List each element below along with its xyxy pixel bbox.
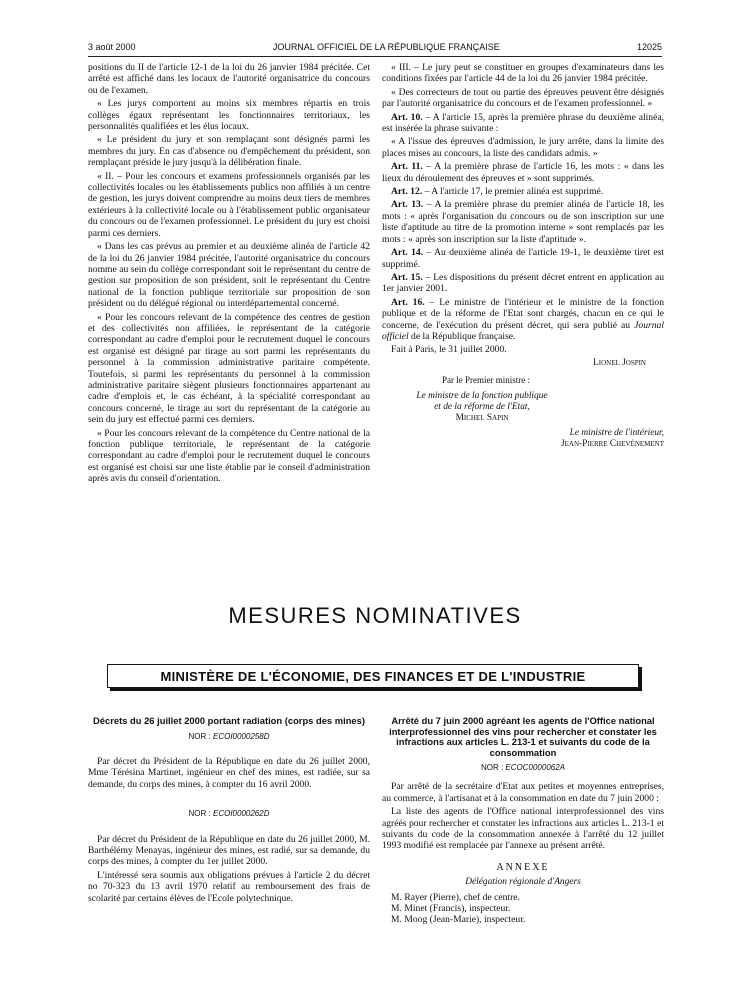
article-text: – Le ministre de l'intérieur et le ministre de la fonction publique et de la réforme de l'Etat sont chargés, chacun en ce qui le concerne, de l'exécution du présent décret, qui sera publié au (382, 296, 664, 331)
right-column (382, 62, 664, 450)
paragraph: « II. – Pour les concours et examens professionnels organisés par les collectivités locales ou les établissements publics non affiliés à un centre de gestion, les jurys doivent comprendre au moins deux tiers de membres extérieurs à la collectivité locale ou à l'établissement public organisateur du concours ou de l'examen professionnel. Le président du jury est choisi parmi ces derniers. (88, 170, 370, 239)
nor-label: NOR : (188, 809, 213, 819)
minister-title: et de la réforme de l'Etat, (434, 401, 530, 412)
paragraph: « Des correcteurs de tout ou partie des épreuves peuvent être désignés par l'autorité organisatrice du concours et de l'examen professionnel. » (382, 86, 664, 110)
paragraph: « Le président du jury et son remplaçant sont désignés parmi les membres du jury. En cas d'absence ou d'empêchement du président, son remplaçant préside le jury jusqu'à la délibération finale. (88, 134, 370, 169)
arrete-title: Arrêté du 7 juin 2000 agréant les agents de l'Office national interprofessionnel des vins pour rechercher et constater les infractions aux articles L. 213-1 et suivants du code de la consommation (389, 715, 657, 758)
decree-title: Décrets du 26 juillet 2000 portant radiation (corps des mines) (93, 715, 365, 726)
ministry-banner: MINISTÈRE DE L'ÉCONOMIE, DES FINANCES ET DE L'INDUSTRIE (107, 664, 639, 688)
section-title: MESURES NOMINATIVES (228, 603, 522, 628)
journal-officiel-italic: Journal officiel (382, 319, 664, 342)
nor-label: NOR : (188, 731, 213, 741)
signature-interieur (382, 428, 664, 450)
article-label: Art. 14. (391, 247, 424, 259)
minister-title: Le ministre de la fonction publique (416, 390, 548, 401)
nor-reference (382, 762, 664, 773)
header-page-number: 12025 (636, 42, 662, 52)
paragraph: La liste des agents de l'Office national interprofessionnel des vins agréés pour rechercher et constater les infractions aux articles L. 213-1 et suivants du code de la consommation annexée à l'arrêté du 12 juillet 1993 modifié est remplacée par l'annexe au présent arrêté. (382, 806, 664, 852)
article-text: – A la première phrase du premier alinéa de l'article 18, les mots : « après l'organisation du concours ou de son inscription sur une liste d'aptitude au titre de la promotion interne » sont remplacés par les mots : « après son inscription sur la liste d'aptitude ». (382, 199, 665, 245)
article-text: – Au deuxième alinéa de l'article 19-1, le deuxième tiret est supprimé. (382, 247, 665, 270)
paragraph: L'intéressé sera soumis aux obligations prévues à l'article 2 du décret no 70-323 du 13 avril 1970 relatif au remboursement des frais de scolarité par certains élèves de l'Ecole polytechnique. (88, 869, 370, 904)
header-rule (88, 56, 662, 57)
article-text: – A l'article 15, après la première phrase du deuxième alinéa, est insérée la phrase suivante : (382, 111, 664, 135)
minister-name: Jean-Pierre Chevènement (560, 438, 664, 449)
paragraph: positions du II de l'article 12-1 de la loi du 26 janvier 1984 précitée. Cet arrêté est affiché dans les locaux de l'autorité organisatrice du concours ou de l'examen. (88, 62, 370, 96)
paragraph: « Pour les concours relevant de la compétence du Centre national de la fonction publique territoriale, le représentant de la catégorie correspondant au cadre d'emploi pour le recrutement duquel le concours est organisé est choisi sur une liste établie par le conseil d'administration après avis du conseil d'orientation. (88, 427, 370, 485)
paragraph: Par décret du Président de la République en date du 26 juillet 2000, M. Barthélémy Menayas, ingénieur des mines, est radié, sur sa demande, du corps des mines, à compter du 1er juillet 2000. (88, 833, 370, 868)
list-item: M. Moog (Jean-Marie), inspecteur. (391, 914, 526, 926)
nor-code: ECOI0000258D (212, 731, 270, 741)
article-text: – A l'article 17, le premier alinéa est supprimé. (422, 186, 604, 198)
par-le-premier-ministre: Par le Premier ministre : (442, 375, 530, 386)
paragraph: Par arrêté de la secrétaire d'Etat aux petites et moyennes entreprises, au commerce, à l'artisanat et à la consommation en date du 7 juin 2000 : (382, 781, 664, 804)
nor-code: ECOC0000062A (505, 763, 566, 772)
article-10 (382, 112, 664, 135)
nor-reference (88, 731, 370, 742)
page-header (88, 40, 662, 54)
article-14 (382, 247, 664, 270)
nor-reference (88, 808, 370, 819)
article-label: Art. 11. (391, 161, 423, 173)
paragraph: « Les jurys comportent au moins six membres répartis en trois collèges égaux représentant les fonctionnaires territoriaux, les personnalités qualifiées et les élus locaux. (88, 98, 370, 133)
paragraph: « III. – Le jury peut se constituer en groupes d'examinateurs dans les conditions fixées par l'article 44 de la loi du 26 janvier 1984 précitée. (382, 62, 664, 85)
lower-left-column (88, 716, 370, 906)
list-item: M. Minet (Francis), inspecteur. (391, 903, 511, 915)
article-12 (382, 186, 664, 197)
article-13 (382, 199, 664, 245)
annexe-heading: ANNEXE (496, 861, 550, 873)
article-label: Art. 10. (391, 111, 423, 123)
signatory-pm (382, 358, 664, 369)
signature-fonction-publique (382, 391, 582, 424)
article-label: Art. 13. (391, 199, 424, 211)
article-text: de la République française. (408, 330, 516, 342)
article-16 (382, 297, 664, 343)
lower-right-column (382, 716, 664, 926)
fait-a-paris: Fait à Paris, le 31 juillet 2000. (391, 344, 507, 356)
left-column (88, 62, 370, 487)
article-text: – Les dispositions du présent décret entrent en application au 1er janvier 2001. (382, 271, 664, 295)
header-date: 3 août 2000 (88, 42, 136, 52)
signatory-name: Lionel Jospin (593, 357, 646, 368)
article-11 (382, 161, 664, 184)
article-label: Art. 15. (391, 271, 423, 283)
article-text: – A la première phrase de l'article 16, les mots : « dans les lieux du déroulement des épreuves et » sont supprimés. (382, 161, 664, 184)
minister-name: Michel Sapin (455, 412, 509, 423)
nor-code: ECOI0000262D (212, 809, 270, 819)
paragraph: « A l'issue des épreuves d'admission, le jury arrête, dans la limite des places mises au concours, la liste des candidats admis. » (382, 136, 664, 159)
paragraph: « Pour les concours relevant de la compétence des centres de gestion et des collectivités non affiliées, le représentant de la catégorie correspondant au cadre d'emploi pour le recrutement duquel le concours est organisé est désigné par tirage au sort parmi les représentants du personnel à la commission administrative paritaire compétente. Toutefois, si parmi les représentants du personnel à la commission administrative paritaire siègent plusieurs fonctionnaires appartenant au cadre d'emplois et, le cas échéant, à la spécialité correspondant au concours concerné, le tirage au sort du représentant de la catégorie au sein du jury est effectué parmi ces derniers. (88, 311, 370, 426)
list-item: M. Rayer (Pierre), chef de centre. (391, 891, 520, 903)
delegation-heading: Délégation régionale d'Angers (465, 877, 581, 888)
header-journal-title: JOURNAL OFFICIEL DE LA RÉPUBLIQUE FRANÇAISE (272, 42, 500, 52)
article-label: Art. 16. (391, 296, 425, 308)
paragraph: Par décret du Président de la République en date du 26 juillet 2000, Mme Térésina Martinet, ingénieur en chef des mines, est radiée, sur sa demande, du corps des mines, à compter du 16 avril 2000. (88, 755, 370, 790)
nor-label: NOR : (480, 763, 506, 772)
paragraph: « Dans les cas prévus au premier et au deuxième alinéa de l'article 42 de la loi du 26 janvier 1984 précitée, l'autorité organisatrice du concours nomme au sein du collège correspondant soit le représentant du centre de gestion sur proposition de son président, soit le représentant du Centre national de la fonction publique territoriale sur proposition de son président ou du délégué régional ou interdépartemental concerné. (88, 241, 370, 310)
article-label: Art. 12. (391, 186, 423, 198)
minister-title: Le ministre de l'intérieur, (569, 427, 664, 438)
article-15 (382, 272, 664, 295)
